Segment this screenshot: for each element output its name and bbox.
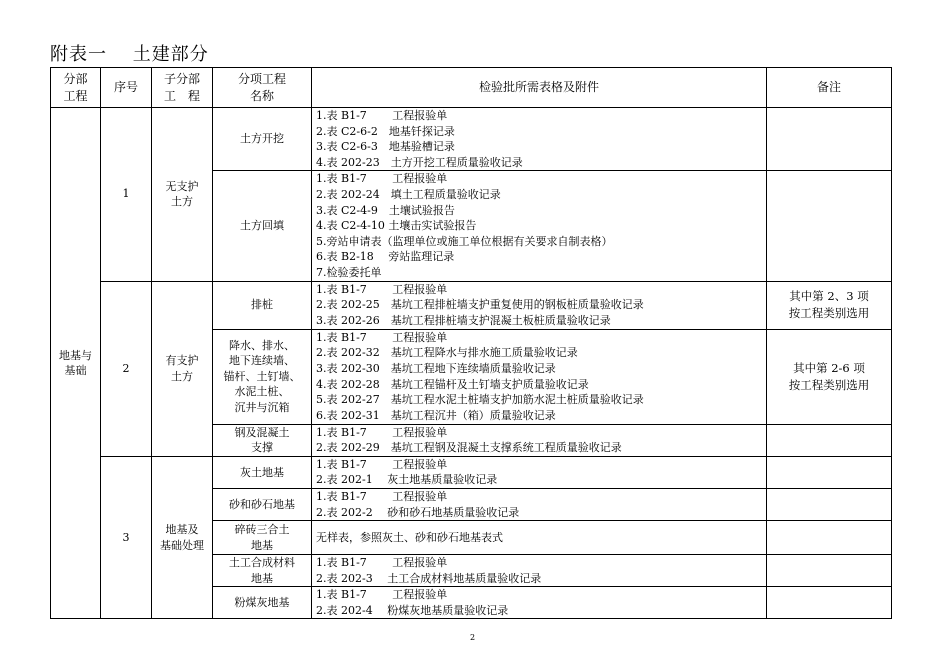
- form-line: 3.表 202-30 基坑工程地下连续墙质量验收记录: [316, 361, 556, 375]
- form-line: 2.表 C2-6-2 地基钎探记录: [316, 124, 455, 138]
- form-line: 1.表 B1-7 工程报验单: [316, 588, 448, 602]
- form-line: 7.检验委托单: [316, 265, 382, 279]
- form-line: 1.表 B1-7 工程报验单: [316, 425, 448, 439]
- item-cell: 降水、排水、 地下连续墙、 锚杆、土钉墙、 水泥土桩、 沉井与沉箱: [213, 329, 312, 424]
- remark-cell: 其中第 2、3 项 按工程类别选用: [767, 281, 892, 329]
- form-line: 6.表 202-31 基坑工程沉井（箱）质量验收记录: [316, 408, 556, 422]
- form-line: 2.表 202-25 基坑工程排桩墙支护重复使用的钢板桩质量验收记录: [316, 298, 644, 312]
- item-cell: 砂和砂石地基: [213, 488, 312, 520]
- form-line: 3.表 202-26 基坑工程排桩墙支护混凝土板桩质量验收记录: [316, 313, 611, 327]
- form-line: 3.表 C2-6-3 地基验槽记录: [316, 140, 455, 154]
- forms-cell: [312, 329, 767, 424]
- remark-cell: [767, 521, 892, 555]
- header-item: 分项工程 名称: [213, 68, 312, 108]
- header-subdivision: 子分部 工 程: [152, 68, 213, 108]
- division-cell: 地基与 基础: [51, 108, 101, 619]
- item-cell: 粉煤灰地基: [213, 587, 312, 619]
- forms-cell: [312, 281, 767, 329]
- page-title: 附表一 土建部分: [50, 44, 209, 65]
- form-line: 1.表 B1-7 工程报验单: [316, 556, 448, 570]
- forms-cell: [312, 488, 767, 520]
- form-line: 5.旁站申请表（监理单位或施工单位根据有关要求自制表格）: [316, 234, 613, 248]
- page-number: 2: [470, 633, 476, 642]
- forms-cell: [312, 171, 767, 281]
- seq-cell: 2: [101, 281, 152, 456]
- form-line: 1.表 B1-7 工程报验单: [316, 457, 448, 471]
- forms-cell: [312, 521, 767, 555]
- forms-cell: [312, 456, 767, 488]
- seq-cell: 3: [101, 456, 152, 619]
- remark-cell: [767, 108, 892, 171]
- forms-cell: [312, 587, 767, 619]
- inspection-table: [50, 67, 892, 619]
- forms-cell: [312, 108, 767, 171]
- form-line: 3.表 C2-4-9 土壤试验报告: [316, 203, 455, 217]
- subdivision-cell: 有支护 土方: [152, 281, 213, 456]
- form-line: 1.表 B1-7 工程报验单: [316, 489, 448, 503]
- remark-cell: [767, 424, 892, 456]
- form-line: 2.表 202-4 粉煤灰地基质量验收记录: [316, 603, 509, 617]
- item-cell: 土工合成材料 地基: [213, 555, 312, 587]
- header-forms: 检验批所需表格及附件: [312, 68, 767, 108]
- form-line: 无样表，参照灰土、砂和砂石地基表式: [316, 530, 503, 544]
- subdivision-cell: 地基及 基础处理: [152, 456, 213, 619]
- item-cell: 排桩: [213, 281, 312, 329]
- header-seq: 序号: [101, 68, 152, 108]
- header-division: 分部 工程: [51, 68, 101, 108]
- header-row: [51, 68, 892, 108]
- form-line: 2.表 202-1 灰土地基质量验收记录: [316, 473, 498, 487]
- item-cell: 碎砖三合土 地基: [213, 521, 312, 555]
- form-line: 1.表 B1-7 工程报验单: [316, 330, 448, 344]
- remark-cell: [767, 488, 892, 520]
- seq-cell: 1: [101, 108, 152, 282]
- form-line: 6.表 B2-18 旁站监理记录: [316, 250, 455, 264]
- forms-cell: [312, 555, 767, 587]
- item-cell: 土方开挖: [213, 108, 312, 171]
- form-line: 4.表 202-23 土方开挖工程质量验收记录: [316, 155, 523, 169]
- form-line: 1.表 B1-7 工程报验单: [316, 282, 448, 296]
- forms-cell: [312, 424, 767, 456]
- form-line: 2.表 202-24 填土工程质量验收记录: [316, 187, 501, 201]
- header-remark: 备注: [767, 68, 892, 108]
- remark-cell: [767, 171, 892, 281]
- form-line: 5.表 202-27 基坑工程水泥土桩墙支护加筋水泥土桩质量验收记录: [316, 393, 644, 407]
- remark-cell: [767, 456, 892, 488]
- form-line: 2.表 202-32 基坑工程降水与排水施工质量验收记录: [316, 346, 578, 360]
- form-line: 2.表 202-29 基坑工程钢及混凝土支撑系统工程质量验收记录: [316, 441, 622, 455]
- table-row: [51, 108, 892, 171]
- item-cell: 土方回填: [213, 171, 312, 281]
- subdivision-cell: 无支护 土方: [152, 108, 213, 282]
- item-cell: 钢及混凝土 支撑: [213, 424, 312, 456]
- item-cell: 灰土地基: [213, 456, 312, 488]
- remark-cell: [767, 555, 892, 587]
- remark-cell: [767, 587, 892, 619]
- remark-cell: 其中第 2-6 项 按工程类别选用: [767, 329, 892, 424]
- form-line: 4.表 C2-4-10 土壤击实试验报告: [316, 219, 477, 233]
- form-line: 2.表 202-3 土工合成材料地基质量验收记录: [316, 571, 542, 585]
- table-row: [51, 456, 892, 488]
- form-line: 2.表 202-2 砂和砂石地基质量验收记录: [316, 505, 520, 519]
- form-line: 1.表 B1-7 工程报验单: [316, 172, 448, 186]
- form-line: 1.表 B1-7 工程报验单: [316, 109, 448, 122]
- table-row: [51, 281, 892, 329]
- form-line: 4.表 202-28 基坑工程锚杆及土钉墙支护质量验收记录: [316, 377, 589, 391]
